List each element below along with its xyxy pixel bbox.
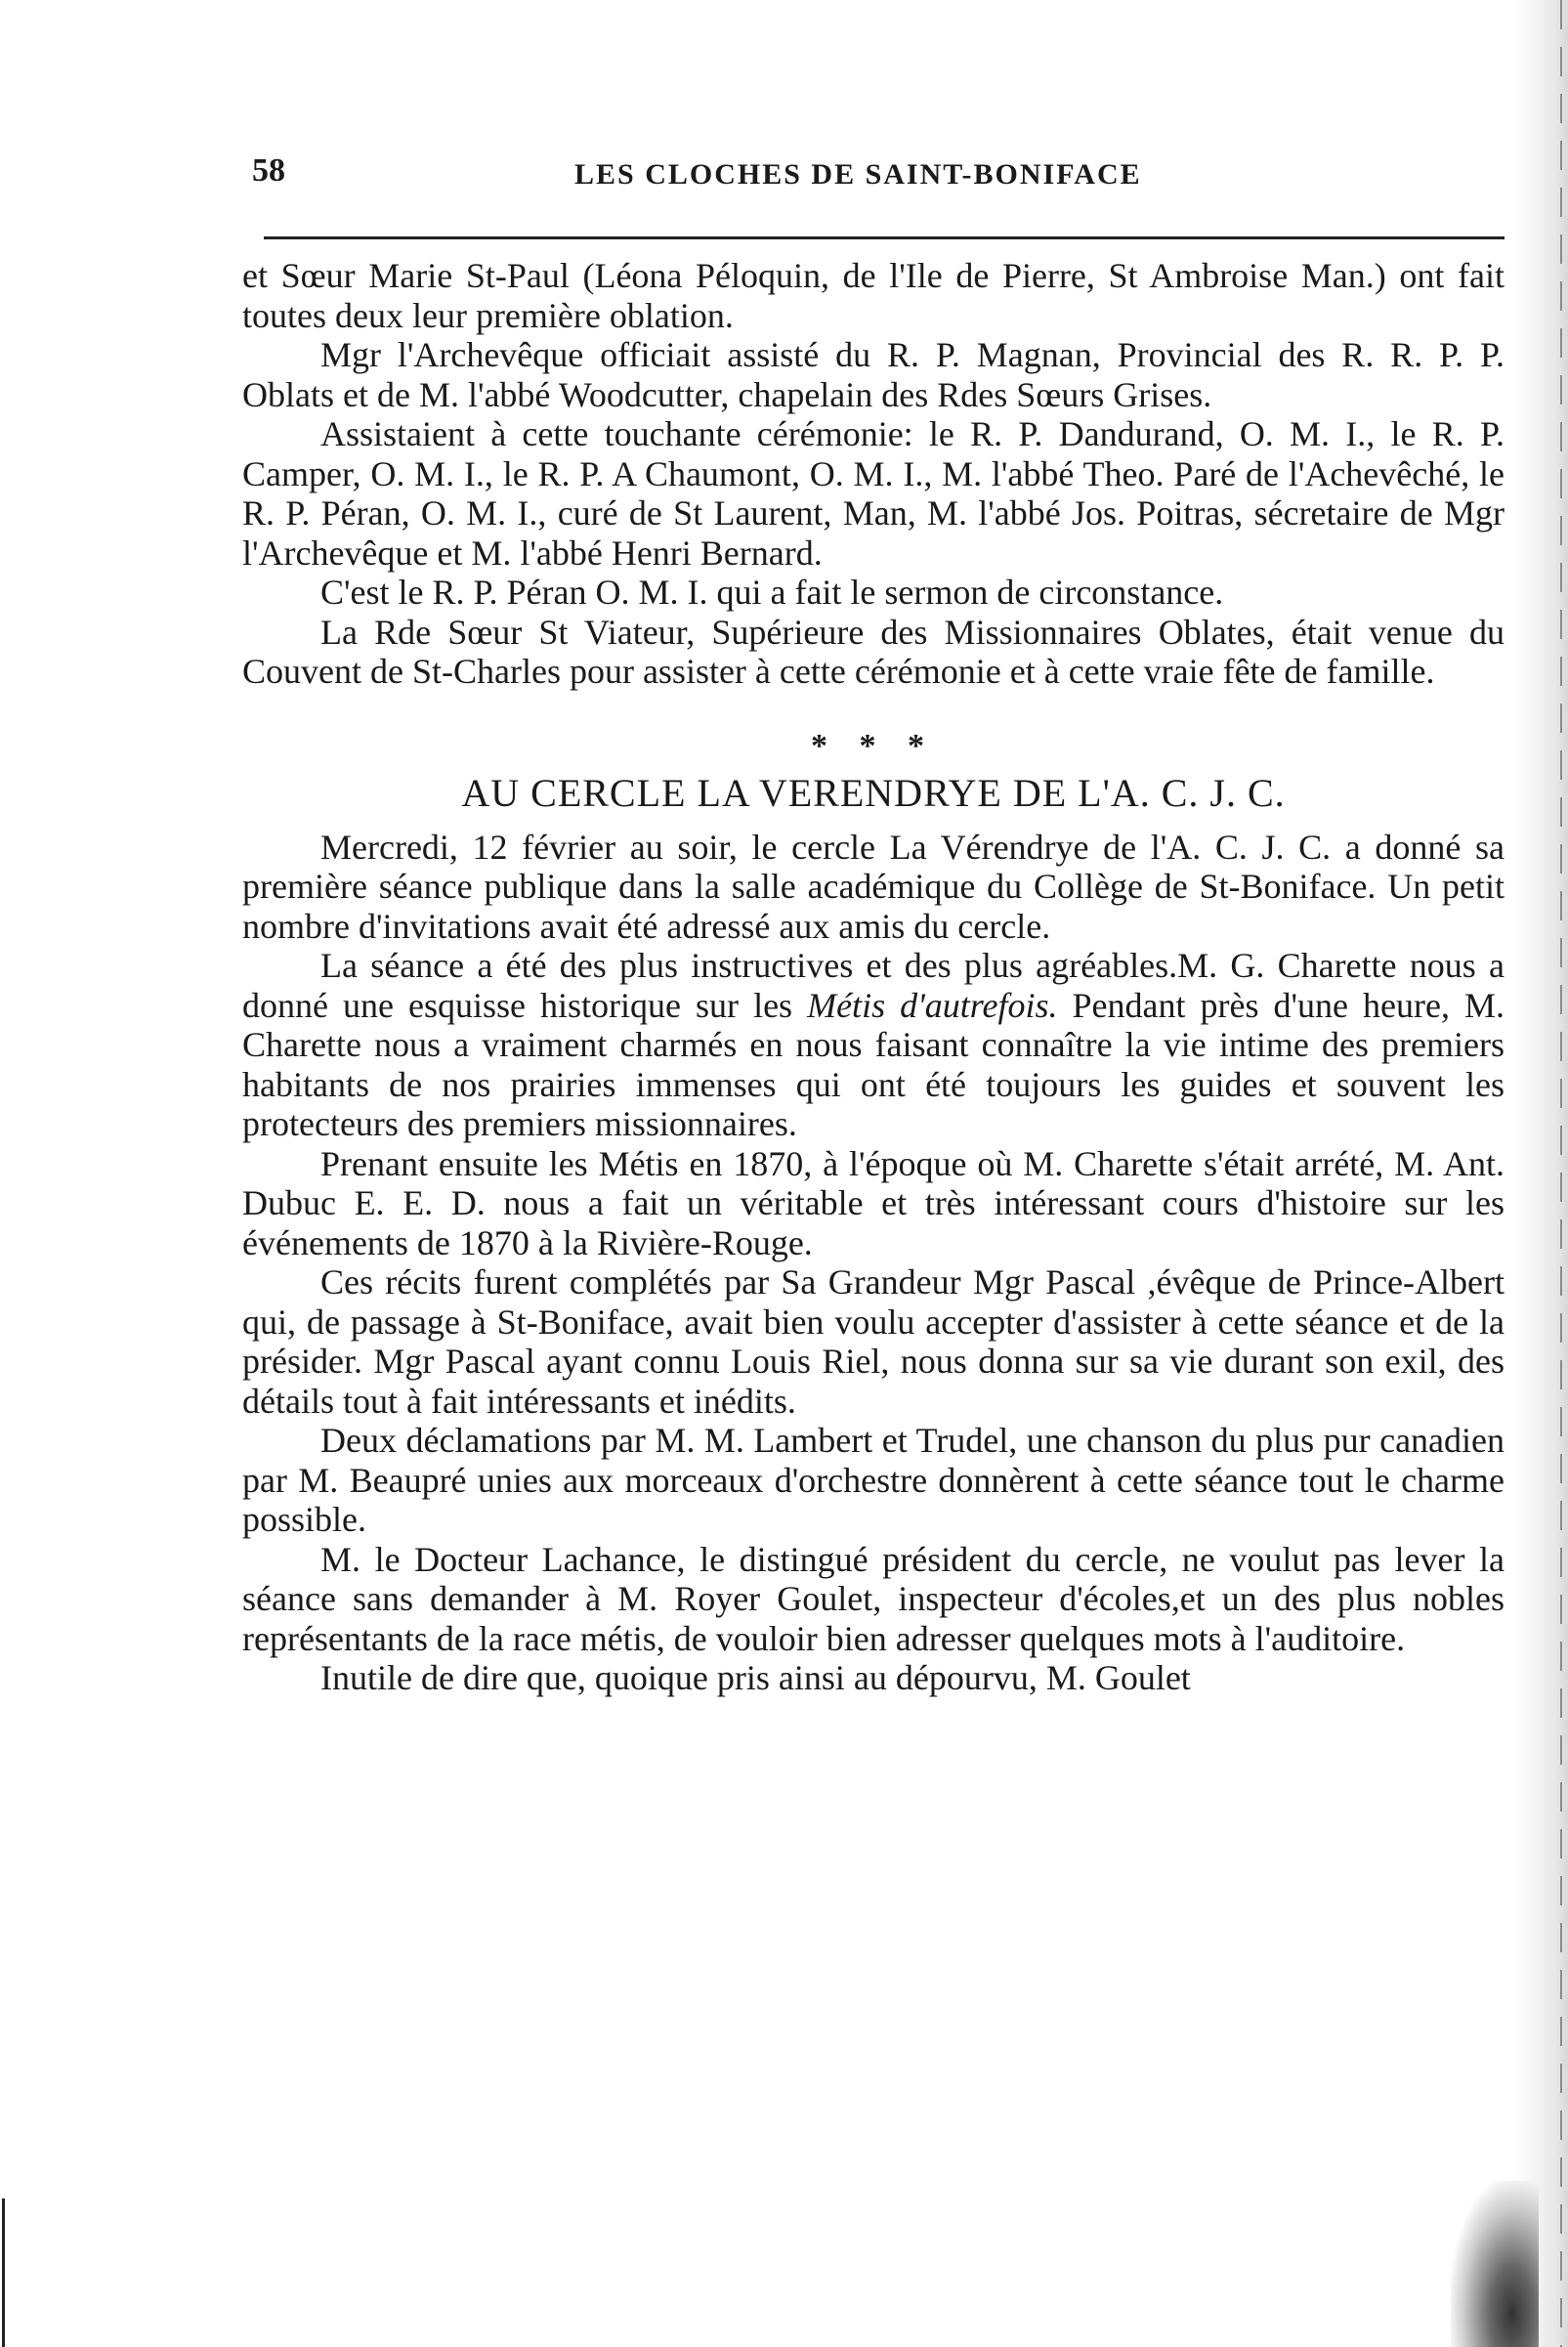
paragraph: La Rde Sœur St Viateur, Supérieure des Missionnaires Oblates, était venue du Couvent de St-Charles pour assister à cette cérémonie et à cette vraie fête de famille.: [242, 612, 1504, 691]
section-separator: * * *: [811, 727, 936, 764]
page-header: [252, 147, 1503, 205]
paragraph: C'est le R. P. Péran O. M. I. qui a fait le sermon de circonstance.: [320, 573, 1224, 612]
paragraph: [242, 946, 1504, 1144]
header-rule: [264, 236, 1504, 239]
ink-blot: [1451, 2181, 1539, 2347]
section-title: AU CERCLE LA VERENDRYE DE L'A. C. J. C.: [461, 771, 1286, 815]
text-run: Pendant près d'une heure, M. Charette nous a vraiment charmés en nous faisant connaître la vie intime des premiers habitants de nos prairies immenses qui ont été toujours les guides et souvent les protecteurs des premiers missionnaires.: [242, 985, 1504, 1143]
italic-title: Métis d'autrefois.: [807, 985, 1058, 1025]
paragraph: Ces récits furent complétés par Sa Grandeur Mgr Pascal ,évêque de Prince-Albert qui, de passage à St-Boniface, avait bien voulu accepter d'assister à cette séance et de la présider. Mgr Pascal ayant connu Louis Riel, nous donna sur sa vie durant son exil, des détails tout à fait intéressants et inédits.: [242, 1262, 1504, 1421]
paragraph: Mgr l'Archevêque officiait assisté du R. P. Magnan, Provincial des R. R. P. P. Oblats et de M. l'abbé Woodcutter, chapelain des Rdes Sœurs Grises.: [242, 335, 1504, 414]
running-title: LES CLOCHES DE SAINT-BONIFACE: [574, 158, 1142, 191]
text-run: La séance a été des plus instructives et des plus agréables.M. G. Charette nous a donné une esquisse historique sur les: [242, 946, 1504, 1025]
left-edge-mark: [2, 2198, 5, 2347]
paragraph: Assistaient à cette touchante cérémonie: le R. P. Dandurand, O. M. I., le R. P. Camper, O. M. I., le R. P. A Chaumont, O. M. I., M. l'abbé Theo. Paré de l'Achevêché, le R. P. Péran, O. M. I., curé de St Laurent, Man, M. l'abbé Jos. Poitras, sécretaire de Mgr l'Archevêque et M. l'abbé Henri Bernard.: [242, 414, 1504, 573]
body-text: [242, 256, 1504, 1698]
paragraph: Inutile de dire que, quoique pris ainsi au dépourvu, M. Goulet: [320, 1658, 1191, 1697]
page-number: 58: [252, 152, 285, 189]
paragraph: Deux déclamations par M. M. Lambert et Trudel, une chanson du plus pur canadien par M. Beaupré unies aux morceaux d'orchestre donnèrent à cette séance tout le charme possible.: [242, 1421, 1504, 1539]
page-edge-line: [1560, 0, 1562, 2347]
paragraph: et Sœur Marie St-Paul (Léona Péloquin, de l'Ile de Pierre, St Ambroise Man.) ont fait toutes deux leur première oblation.: [242, 256, 1504, 335]
paragraph: M. le Docteur Lachance, le distingué président du cercle, ne voulut pas lever la séance sans demander à M. Royer Goulet, inspecteur d'écoles,et un des plus nobles représentants de la race métis, de vouloir bien adresser quelques mots à l'auditoire.: [242, 1539, 1504, 1658]
paragraph: Prenant ensuite les Métis en 1870, à l'époque où M. Charette s'était arrété, M. Ant. Dubuc E. E. D. nous a fait un véritable et très intéressant cours d'histoire sur les événements de 1870 à la Rivière-Rouge.: [242, 1143, 1504, 1262]
paragraph: Mercredi, 12 février au soir, le cercle La Vérendrye de l'A. C. J. C. a donné sa première séance publique dans la salle académique du Collège de St-Boniface. Un petit nombre d'invitations avait été adressé aux amis du cercle.: [242, 827, 1504, 946]
